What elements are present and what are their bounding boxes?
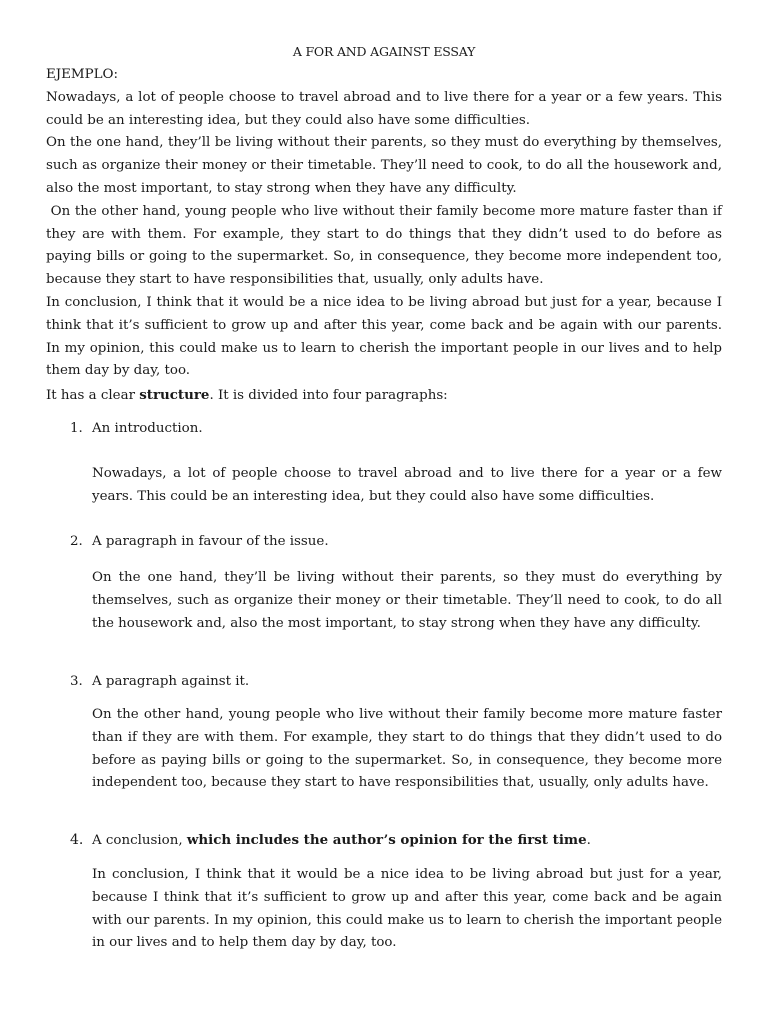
list-item-paragraph: In conclusion, I think that it would be a nice idea to be living abroad but just for a year, because I think that it’s sufficient to grow up and after this year, come back and be again with our parents. In my opinion, this could make us to learn to cherish the important people in our lives and to help them day by day, too.: [92, 867, 722, 951]
list-item-number: 3.: [70, 674, 83, 689]
list-item-paragraph: Nowadays, a lot of people choose to travel abroad and to live there for a year or a few years. This could be an interesting idea, but they could also have some difficulties.: [92, 466, 722, 504]
list-item-number: 1.: [70, 421, 83, 436]
structure-tail: . It is divided into four paragraphs:: [209, 388, 448, 403]
essay-paragraph-1: Nowadays, a lot of people choose to travel abroad and to live there for a year or a few years. This could be an interesting idea, but they could also have some difficulties.: [46, 89, 722, 128]
list-item-label-tail: .: [586, 833, 591, 848]
list-item-label-lead: A conclusion,: [92, 833, 187, 848]
example-essay: [46, 64, 722, 383]
example-label: EJEMPLO:: [46, 67, 119, 82]
essay-paragraph-4: In conclusion, I think that it would be a nice idea to be living abroad but just for a year, because I think that it’s sufficient to grow up and after this year, come back and be again with our parents. In my opinion, this could make us to learn to cherish the important people in our lives and to help them day by day, too.: [46, 294, 722, 379]
list-item-number: 2.: [70, 534, 83, 549]
structure-intro: [46, 384, 722, 408]
list-item-label: [92, 829, 591, 853]
list-item-label: A paragraph in favour of the issue.: [92, 534, 329, 549]
essay-paragraph-3: [46, 201, 722, 292]
list-item-label: An introduction.: [92, 421, 203, 436]
essay-paragraph-3-text: On the other hand, young people who live without their family become more mature faster than if they are with them. For example, they start to do things that they didn’t used to do before as paying bills or going to the supermarket. So, in consequence, they become more independent too, because they start to have responsibilities that, usually, only adults have.: [46, 203, 723, 288]
list-item-label-bold: which includes the author’s opinion for the first time: [186, 832, 587, 848]
list-item-label: A paragraph against it.: [92, 674, 250, 689]
page-title: A FOR AND AGAINST ESSAY: [292, 44, 476, 59]
list-item-paragraph: On the other hand, young people who live without their family become more mature faster than if they are with them. For example, they start to do things that they didn’t used to do before as paying bills or going to the supermarket. So, in consequence, they become more independent too, because they start to have responsibilities that, usually, only adults have.: [92, 707, 722, 791]
list-item-number: 4.: [70, 832, 84, 848]
structure-lead: It has a clear: [46, 388, 140, 403]
list-item-paragraph: On the one hand, they’ll be living without their parents, so they must do everything by themselves, such as organize their money or their timetable. They’ll need to cook, to do all the housework and, also the most important, to stay strong when they have any difficulty.: [92, 570, 722, 631]
structure-bold: structure: [139, 387, 210, 403]
essay-paragraph-2: On the one hand, they’ll be living without their parents, so they must do everything by themselves, such as organize their money or their timetable. They’ll need to cook, to do all the housework and, also the most important, to stay strong when they have any difficulty.: [46, 135, 722, 196]
